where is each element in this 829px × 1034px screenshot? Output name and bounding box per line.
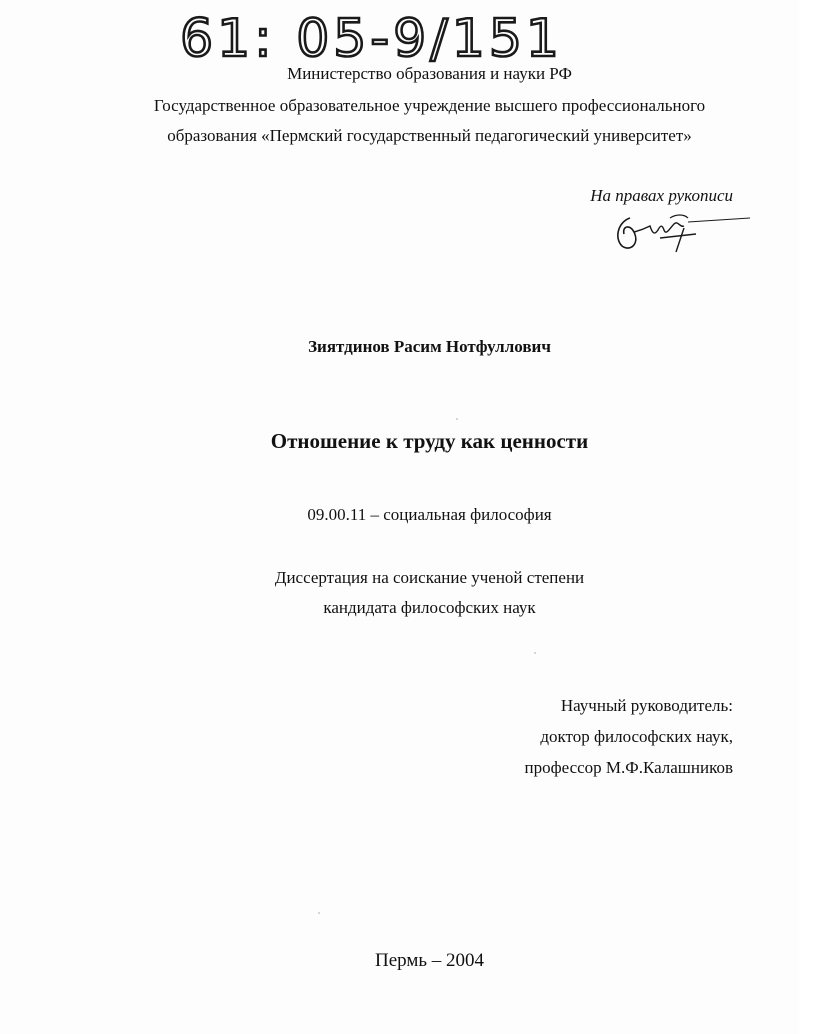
dissertation-title: Отношение к труду как ценности <box>270 429 589 453</box>
scan-speck <box>534 652 536 654</box>
scan-speck <box>456 418 458 420</box>
institution-line-2: образования «Пермский государственный педагогический университет» <box>167 126 692 145</box>
archive-code-svg <box>180 4 564 69</box>
author-name: Зиятдинов Расим Нотфуллович <box>308 337 551 356</box>
degree-line-2: кандидата философских наук <box>323 598 536 617</box>
institution-line-1: Государственное образовательное учреждение высшего профессионального <box>153 96 706 115</box>
scan-speck <box>318 912 320 914</box>
signature <box>600 208 750 258</box>
supervisor-name: профессор М.Ф.Калашников <box>524 758 733 777</box>
archive-code-text: 61: 05-9/151 <box>180 9 564 69</box>
specialty-code: 09.00.11 – социальная философия <box>307 505 552 524</box>
signature-svg <box>600 208 750 258</box>
city-year: Пермь – 2004 <box>374 950 485 971</box>
ministry-name: Министерство образования и науки РФ <box>287 64 572 83</box>
supervisor-rank: доктор философских наук, <box>540 727 733 746</box>
supervisor-block <box>524 690 733 783</box>
degree-line-1: Диссертация на соискание ученой степени <box>274 568 585 587</box>
archive-code-handwritten <box>180 4 564 69</box>
manuscript-note: На правах рукописи <box>590 186 733 205</box>
supervisor-label: Научный руководитель: <box>560 696 733 715</box>
